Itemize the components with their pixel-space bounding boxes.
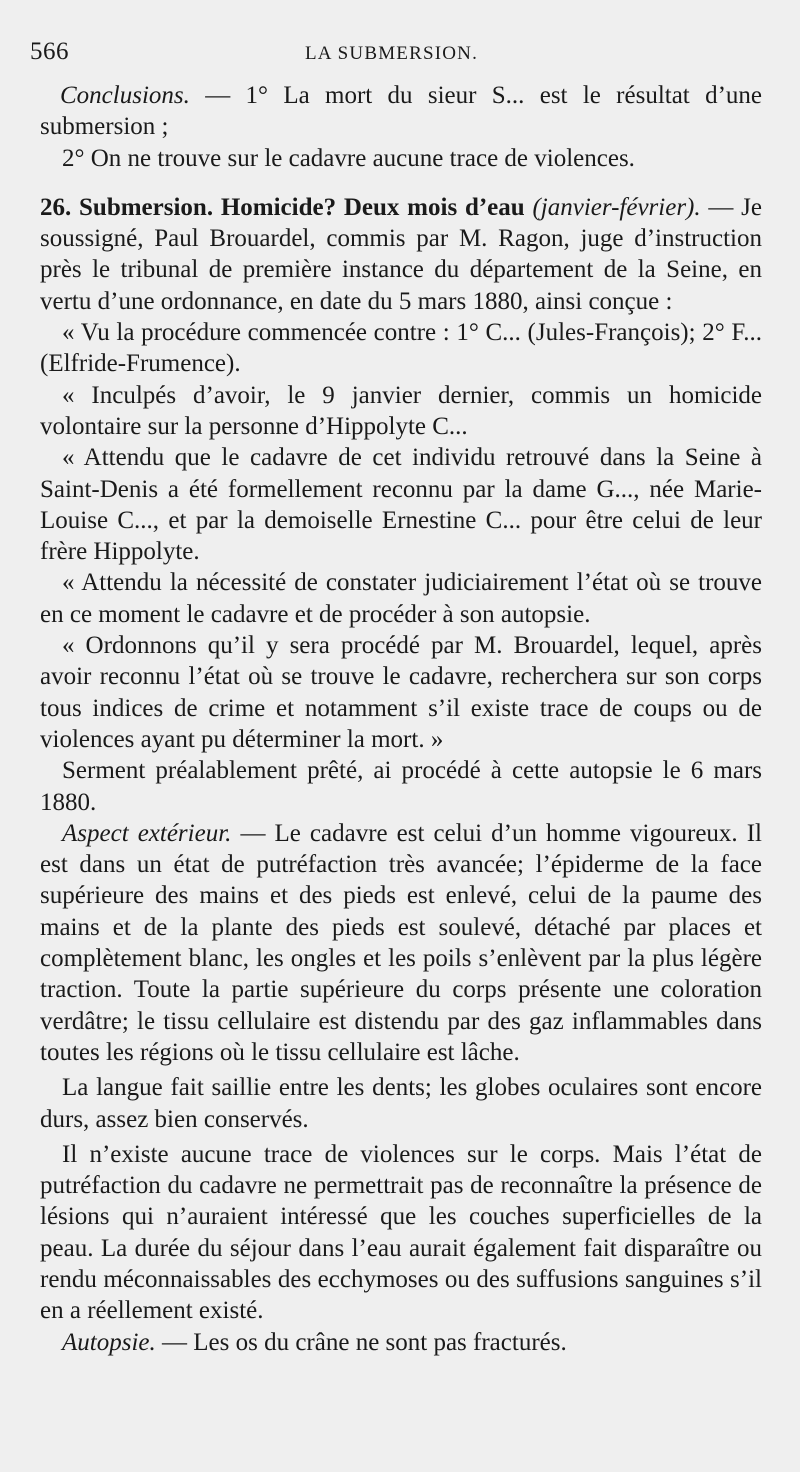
page-number: 566 [30,38,69,65]
conclusions-label: Conclusions. [60,82,190,109]
conclusions-text: — 1° La mort du sieur S... est le résultat d’une submersion ; [40,82,762,141]
case-period: (janvier-février). [532,193,701,221]
case-heading: 26. Submersion. Homicide? Deux mois d’eau [40,193,525,221]
quote-paragraph-5: « Ordonnons qu’il y sera procédé par M. Brouardel, lequel, après avoir reconnu l’état où se trouve le cadavre, recherchera sur son corps tous indices de crime et notamment s’il existe trace de coups ou de violences ayant pu déterminer la mort. » [40,632,762,753]
aspect-label: Aspect extérieur. [62,819,232,847]
aspect-paragraph [40,818,762,1068]
body-text [40,80,762,1358]
quote-paragraph-4: « Attendu la nécessité de constater judiciairement l’état où se trouve en ce moment le cadavre et de procéder à son autopsie. [40,569,762,628]
case-intro: — Je soussigné, Paul Brouardel, commis par M. Ragon, juge d’instruction près le tribunal de première instance du département de la Seine, en vertu d’une ordonnance, en date du 5 mars 1880, ainsi conçue : [40,193,762,315]
autopsy-paragraph [40,1327,762,1358]
conclusion-2-paragraph: 2° On ne trouve sur le cadavre aucune trace de violences. [62,144,635,172]
quote-paragraph-1: « Vu la procédure commencée contre : 1° C... (Jules-François); 2° F... (Elfride-Frumence). [40,319,762,378]
running-header [30,36,770,76]
quote-paragraph-2: « Inculpés d’avoir, le 9 janvier dernier, commis un homicide volontaire sur la personne d’Hippolyte C... [40,381,762,440]
autopsy-text: — Les os du crâne ne sont pas fracturés. [155,1328,567,1356]
case-heading-paragraph [40,192,762,317]
aspect-text: — Le cadavre est celui d’un homme vigoureux. Il est dans un état de putréfaction très avancée; l’épiderme de la face supérieure des mains et des pieds est enlevé, celui de la paume des mains et de la plante des pieds est soulevé, détaché par places et complètement blanc, les ongles et les poils s’enlèvent par la plus légère traction. Toute la partie supérieure du corps présente une coloration verdâtre; le tissu cellulaire est distendu par des gaz inflammables dans toutes les régions où le tissu cellulaire est lâche. [40,819,762,1066]
running-title: LA SUBMERSION. [305,43,479,64]
conclusions-paragraph [40,80,762,143]
tongue-paragraph: La langue fait saillie entre les dents; les globes oculaires sont encore durs, assez bien conservés. [40,1074,762,1133]
quote-paragraph-3: « Attendu que le cadavre de cet individu retrouvé dans la Seine à Saint-Denis a été formellement reconnu par la dame G..., née Marie-Louise C..., et par la demoiselle Ernestine C... pour être celui de leur frère Hippolyte. [40,444,762,566]
no-violence-paragraph: Il n’existe aucune trace de violences sur le corps. Mais l’état de putréfaction du cadavre ne permettrait pas de reconnaître la présence de lésions qui n’auraient intéressé que les couches superficielles de la peau. La durée du séjour dans l’eau aurait également fait disparaître ou rendu méconnaissables des ecchymoses ou des suffusions sanguines s’il en a réellement existé. [40,1140,762,1325]
autopsy-label: Autopsie. [62,1328,156,1356]
oath-paragraph: Serment préalablement prêté, ai procédé à cette autopsie le 6 mars 1880. [40,757,762,816]
